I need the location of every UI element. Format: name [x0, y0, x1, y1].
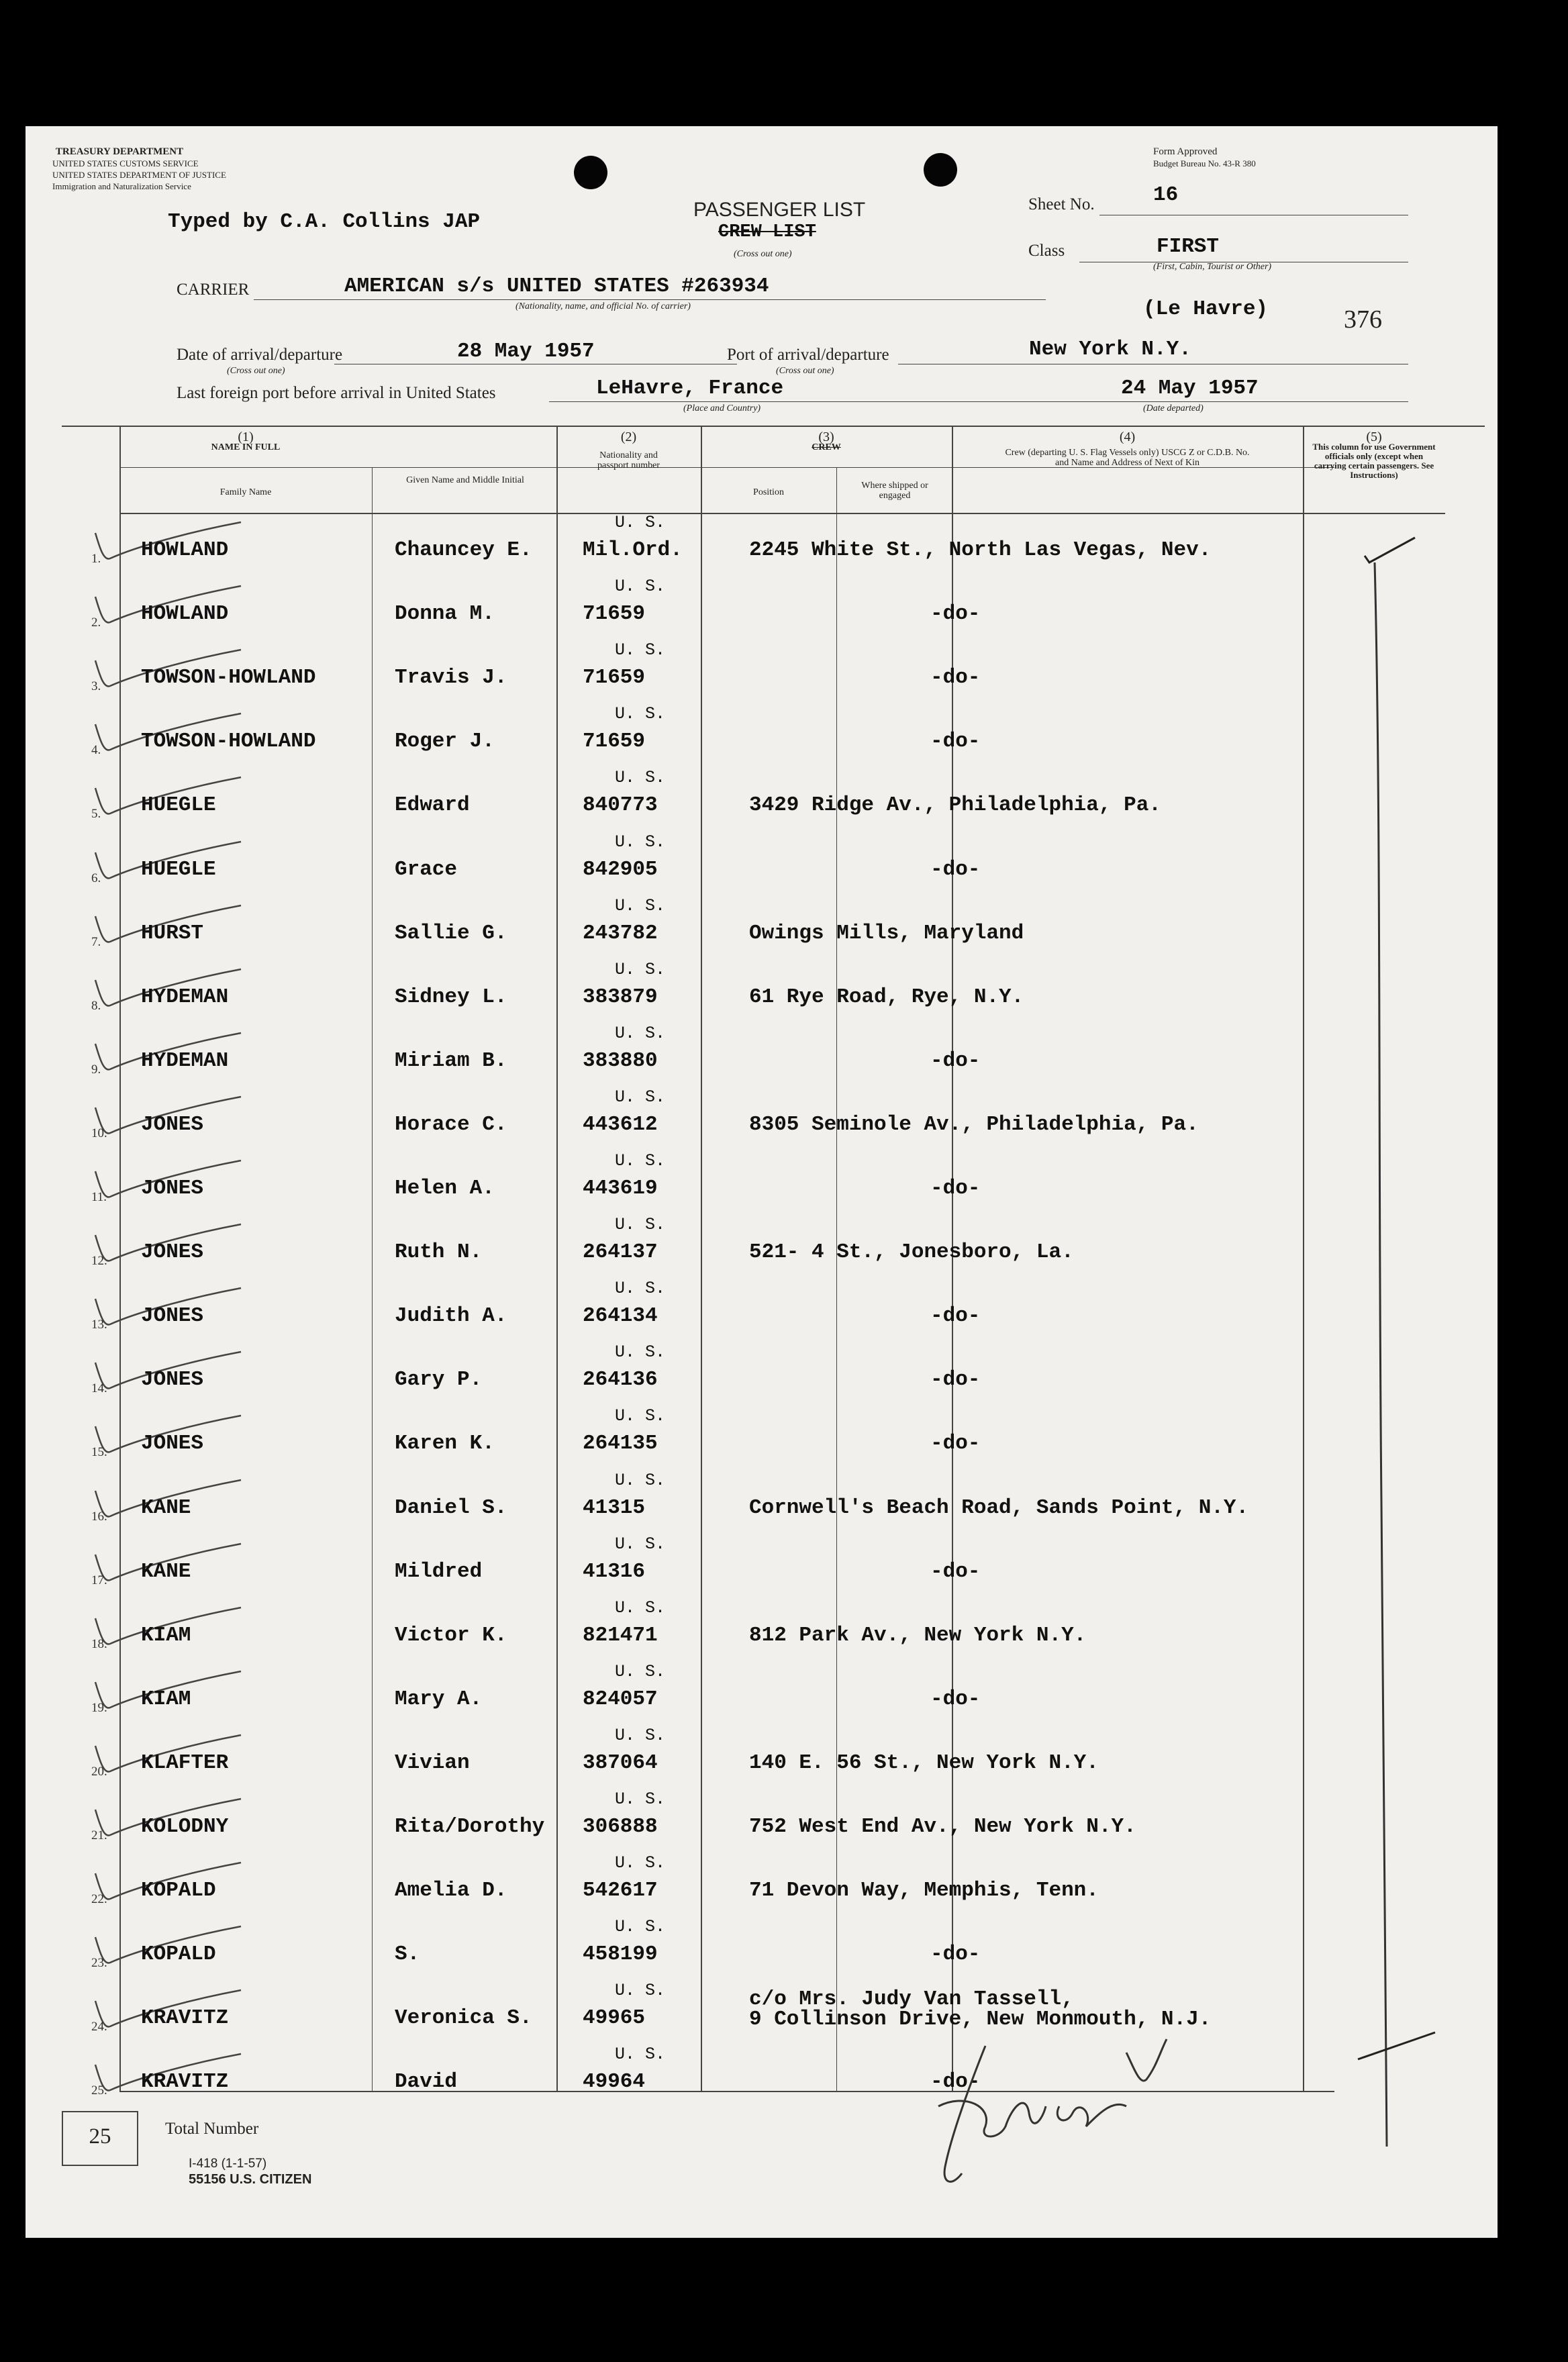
passport-number: 824057 [583, 1687, 658, 1711]
row-number: 16. [91, 1509, 107, 1524]
given-name: Helen A. [395, 1177, 495, 1200]
address: Cornwell's Beach Road, Sands Point, N.Y. [749, 1495, 1249, 1520]
address: 9 Collinson Drive, New Monmouth, N.J. [749, 2008, 1212, 2032]
row-number: 9. [91, 1062, 101, 1077]
nationality: U. S. [615, 1087, 666, 1107]
passport-number: 840773 [583, 793, 658, 818]
given-name: Ruth N. [395, 1240, 483, 1265]
nationality: U. S. [615, 1661, 666, 1681]
given-name: Miriam B. [395, 1048, 507, 1073]
given-name: Karen K. [395, 1432, 495, 1456]
family-name: KOLODNY [141, 1815, 229, 1838]
address: 71 Devon Way, Memphis, Tenn. [749, 1879, 1099, 1903]
inspector-signature [925, 2026, 1180, 2200]
row-number: 3. [91, 679, 101, 694]
family-name: HYDEMAN [141, 985, 229, 1009]
passport-number: 41316 [583, 1559, 646, 1583]
given-name: Rita/Dorothy [395, 1815, 545, 1838]
address: 140 E. 56 St., New York N.Y. [749, 1751, 1099, 1775]
official-vertical-line [1361, 562, 1402, 2173]
table-row [26, 768, 1498, 832]
date-departed-value: 24 May 1957 [1121, 377, 1259, 400]
given-name: Mary A. [395, 1687, 483, 1711]
class-value: FIRST [1157, 235, 1220, 258]
agency-line: TREASURY DEPARTMENT [55, 146, 184, 157]
table-row [26, 1471, 1498, 1534]
family-name: KIAM [141, 1687, 191, 1711]
table-row [26, 1789, 1498, 1853]
sheet-no-label: Sheet No. [1028, 195, 1095, 213]
last-port-label: Last foreign port before arrival in United States [177, 384, 496, 402]
address: -do- [930, 1559, 981, 1583]
row-number: 18. [91, 1636, 107, 1651]
given-name: Sallie G. [395, 921, 507, 945]
row-number: 25. [91, 2083, 107, 2098]
address: 812 Park Av., New York N.Y. [749, 1623, 1087, 1647]
passport-number: 264137 [583, 1240, 658, 1265]
nationality: U. S. [615, 2045, 666, 2065]
row-number: 12. [91, 1254, 107, 1269]
row-number: 22. [91, 1892, 107, 1907]
table-row [26, 1662, 1498, 1726]
address: 8305 Seminole Av., Philadelphia, Pa. [749, 1112, 1199, 1136]
family-name: KRAVITZ [141, 2006, 229, 2030]
table-row [26, 1726, 1498, 1789]
nationality: U. S. [615, 1151, 666, 1171]
citizen-line: 55156 U.S. CITIZEN [189, 2172, 312, 2187]
table-row [26, 1981, 1498, 2045]
address: -do- [930, 1942, 981, 1967]
total-box [62, 2111, 138, 2166]
family-name: HOWLAND [141, 602, 229, 626]
col1-number: (1) [238, 430, 254, 444]
form-number: I-418 (1-1-57) [189, 2157, 267, 2171]
crew-list-text: CREW LIST [718, 222, 816, 242]
nationality: U. S. [615, 513, 666, 532]
passport-number: 458199 [583, 1942, 658, 1967]
table-row [26, 1406, 1498, 1470]
given-name: Roger J. [395, 730, 495, 754]
address: -do- [930, 1048, 981, 1073]
passport-number: 49964 [583, 2070, 646, 2094]
nationality: U. S. [615, 1981, 666, 2001]
crew-list-crossed [718, 222, 816, 242]
passport-number: 383879 [583, 985, 658, 1009]
table-row [26, 1024, 1498, 1087]
family-name: JONES [141, 1368, 204, 1392]
passport-number: 443612 [583, 1112, 658, 1136]
passport-number: 542617 [583, 1879, 658, 1903]
family-name: KIAM [141, 1623, 191, 1647]
family-name: KANE [141, 1559, 191, 1583]
address: 752 West End Av., New York N.Y. [749, 1815, 1136, 1838]
given-name: Amelia D. [395, 1879, 507, 1903]
nationality: U. S. [615, 959, 666, 979]
col4-number: (4) [1119, 430, 1136, 444]
address: Owings Mills, Maryland [749, 921, 1024, 945]
total-label: Total Number [165, 2120, 259, 2138]
passport-number: 264134 [583, 1304, 658, 1328]
agency-block [52, 146, 226, 192]
given-name: Daniel S. [395, 1495, 507, 1520]
official-check-top [1361, 532, 1422, 566]
passport-number: 264136 [583, 1368, 658, 1392]
passport-number: 443619 [583, 1177, 658, 1200]
given-name: Sidney L. [395, 985, 507, 1009]
family-name: JONES [141, 1112, 204, 1136]
given-name: Travis J. [395, 666, 507, 690]
given-name: Judith A. [395, 1304, 507, 1328]
family-name: TOWSON-HOWLAND [141, 666, 316, 690]
given-name: Victor K. [395, 1623, 507, 1647]
passport-number: 41315 [583, 1495, 646, 1520]
nationality: U. S. [615, 1342, 666, 1363]
row-number: 6. [91, 871, 101, 885]
family-name: KOPALD [141, 1879, 216, 1903]
table-row [26, 1534, 1498, 1598]
passport-number: 49965 [583, 2006, 646, 2030]
date-departed-caption: (Date departed) [1143, 403, 1204, 413]
address: -do- [930, 1304, 981, 1328]
family-name: HYDEMAN [141, 1048, 229, 1073]
col2-header [556, 432, 701, 471]
table-row [26, 1151, 1498, 1215]
nationality: U. S. [615, 832, 666, 852]
row-number: 11. [91, 1190, 107, 1204]
passport-number: 842905 [583, 857, 658, 881]
given-name: Vivian [395, 1751, 470, 1775]
col2-number: (2) [620, 430, 637, 444]
passport-number: 264135 [583, 1432, 658, 1456]
family-name: KOPALD [141, 1942, 216, 1967]
date-arrival-label: Date of arrival/departure [177, 346, 343, 364]
row-number: 5. [91, 807, 101, 822]
family-name: JONES [141, 1177, 204, 1200]
nationality: U. S. [615, 1853, 666, 1873]
total-box-value: 25 [89, 2124, 111, 2149]
address: -do- [930, 602, 981, 626]
row-number: 15. [91, 1445, 107, 1460]
given-name: S. [395, 1942, 420, 1967]
given-name: Edward [395, 793, 470, 818]
table-top-rule [62, 426, 1485, 427]
passport-number: 71659 [583, 602, 646, 626]
last-port-value: LeHavre, France [596, 377, 784, 400]
table-row [26, 1342, 1498, 1406]
budget-bureau: Budget Bureau No. 43-R 380 [1153, 158, 1256, 168]
passport-number: 243782 [583, 921, 658, 945]
family-name: TOWSON-HOWLAND [141, 730, 316, 754]
given-name: Horace C. [395, 1112, 507, 1136]
cross-out-caption: (Cross out one) [734, 249, 792, 259]
nationality: U. S. [615, 1789, 666, 1809]
form-title: PASSENGER LIST [693, 199, 866, 221]
position-header: Position [753, 487, 784, 497]
address: -do- [930, 1177, 981, 1200]
passport-number: 306888 [583, 1815, 658, 1838]
address: 61 Rye Road, Rye, N.Y. [749, 985, 1024, 1009]
passport-number: 71659 [583, 666, 646, 690]
family-name: HUEGLE [141, 793, 216, 818]
given-name-header: Given Name and Middle Initial [406, 475, 524, 485]
col3-number: (3) [818, 430, 834, 444]
document-sheet [26, 126, 1498, 2238]
agency-line: UNITED STATES CUSTOMS SERVICE [52, 158, 199, 168]
nationality: U. S. [615, 768, 666, 788]
nationality: U. S. [615, 1725, 666, 1745]
address: -do- [930, 1687, 981, 1711]
date-arrival-value: 28 May 1957 [457, 340, 595, 363]
col5-header [1303, 432, 1445, 480]
row-number: 20. [91, 1764, 107, 1779]
col5-number: (5) [1366, 430, 1382, 444]
class-label: Class [1028, 242, 1065, 260]
row-number: 23. [91, 1956, 107, 1971]
family-name: HOWLAND [141, 538, 229, 562]
row-number: 19. [91, 1700, 107, 1715]
port-arrival-caption: (Cross out one) [776, 366, 834, 376]
col3-title: CREW [812, 442, 841, 452]
le-havre-note: (Le Havre) [1143, 297, 1269, 321]
nationality: U. S. [615, 577, 666, 597]
table-row [26, 513, 1498, 577]
nationality: U. S. [615, 1279, 666, 1299]
row-number: 1. [91, 552, 101, 566]
table-row [26, 832, 1498, 896]
passport-number: 383880 [583, 1048, 658, 1073]
form-approved [1153, 146, 1256, 169]
nationality: U. S. [615, 1917, 666, 1937]
row-number: 10. [91, 1126, 107, 1140]
address: -do- [930, 1368, 981, 1392]
row-number: 4. [91, 743, 101, 758]
address: -do- [930, 1432, 981, 1456]
family-name: HUEGLE [141, 857, 216, 881]
col3-header [701, 432, 952, 452]
row-number: 2. [91, 616, 101, 630]
family-name: KRAVITZ [141, 2070, 229, 2094]
table-row [26, 1917, 1498, 1981]
given-name: Chauncey E. [395, 538, 532, 562]
given-name: Veronica S. [395, 2006, 532, 2030]
given-name: Mildred [395, 1559, 483, 1583]
port-arrival-value: New York N.Y. [1029, 338, 1191, 361]
punch-hole-right [924, 153, 957, 187]
passport-number: 387064 [583, 1751, 658, 1775]
carrier-value: AMERICAN s/s UNITED STATES #263934 [344, 275, 769, 298]
address: -do- [930, 666, 981, 690]
family-name: KANE [141, 1495, 191, 1520]
col2-title: Nationality and passport number [597, 450, 660, 471]
family-name: JONES [141, 1304, 204, 1328]
punch-hole-left [574, 156, 607, 189]
family-name: KLAFTER [141, 1751, 229, 1775]
row-number: 13. [91, 1318, 107, 1332]
nationality: U. S. [615, 1534, 666, 1554]
nationality: U. S. [615, 1597, 666, 1618]
col1-title: NAME IN FULL [211, 442, 281, 452]
typed-by: Typed by C.A. Collins JAP [168, 210, 481, 234]
table-row [26, 1279, 1498, 1342]
family-name: JONES [141, 1240, 204, 1265]
stamp-number: 376 [1344, 305, 1382, 334]
agency-line: UNITED STATES DEPARTMENT OF JUSTICE [52, 170, 226, 180]
address-line-1: c/o Mrs. Judy Van Tassell, [749, 1987, 1074, 2012]
table-row [26, 640, 1498, 704]
col4-header [952, 432, 1303, 468]
col4-title: Crew (departing U. S. Flag Vessels only) USCG Z or C.D.B. No. and Name and Address of Next of Kin [1005, 448, 1250, 468]
given-name: Grace [395, 857, 458, 881]
table-row [26, 960, 1498, 1024]
class-caption: (First, Cabin, Tourist or Other) [1153, 262, 1272, 272]
family-name-header: Family Name [219, 487, 272, 497]
last-port-line [549, 401, 1408, 402]
nationality: U. S. [615, 895, 666, 916]
table-row [26, 896, 1498, 960]
row-number: 14. [91, 1381, 107, 1396]
date-arrival-caption: (Cross out one) [227, 366, 285, 376]
carrier-caption: (Nationality, name, and official No. of carrier) [516, 301, 691, 311]
table-row [26, 2045, 1498, 2108]
nationality: U. S. [615, 1215, 666, 1235]
carrier-line [254, 299, 1046, 300]
table-row [26, 577, 1498, 640]
nationality: U. S. [615, 1023, 666, 1043]
nationality: U. S. [615, 1406, 666, 1426]
address: 2245 White St., North Las Vegas, Nev. [749, 538, 1212, 562]
given-name: Gary P. [395, 1368, 483, 1392]
passport-number: Mil.Ord. [583, 538, 683, 562]
passport-number: 71659 [583, 730, 646, 754]
given-name: Donna M. [395, 602, 495, 626]
address: -do- [930, 857, 981, 881]
where-shipped-header: Where shipped or engaged [861, 481, 928, 501]
table-row [26, 1215, 1498, 1279]
address: 521- 4 St., Jonesboro, La. [749, 1240, 1074, 1265]
address: 3429 Ridge Av., Philadelphia, Pa. [749, 793, 1161, 818]
place-caption: (Place and Country) [683, 403, 761, 413]
nationality: U. S. [615, 640, 666, 660]
table-row [26, 1087, 1498, 1151]
passport-number: 821471 [583, 1623, 658, 1647]
table-row [26, 1853, 1498, 1917]
given-name: David [395, 2070, 458, 2094]
address: -do- [930, 2070, 981, 2094]
sheet-no-value: 16 [1153, 183, 1179, 207]
col1-header [119, 432, 372, 452]
row-number: 7. [91, 934, 101, 949]
nationality: U. S. [615, 704, 666, 724]
form-approved-label: Form Approved [1153, 146, 1218, 157]
table-row [26, 1598, 1498, 1662]
official-check-bottom [1355, 2026, 1449, 2073]
port-arrival-label: Port of arrival/departure [727, 346, 889, 364]
table-row [26, 704, 1498, 768]
family-name: JONES [141, 1432, 204, 1456]
row-number: 17. [91, 1573, 107, 1587]
row-number: 8. [91, 998, 101, 1013]
family-name: HURST [141, 921, 204, 945]
carrier-label: CARRIER [177, 281, 250, 299]
address: -do- [930, 730, 981, 754]
agency-line: Immigration and Naturalization Service [52, 181, 191, 191]
nationality: U. S. [615, 1470, 666, 1490]
row-number: 24. [91, 2020, 107, 2034]
col5-title: This column for use Government officials only (except when carrying certain passengers. See Instructions) [1312, 442, 1436, 480]
row-number: 21. [91, 1828, 107, 1842]
